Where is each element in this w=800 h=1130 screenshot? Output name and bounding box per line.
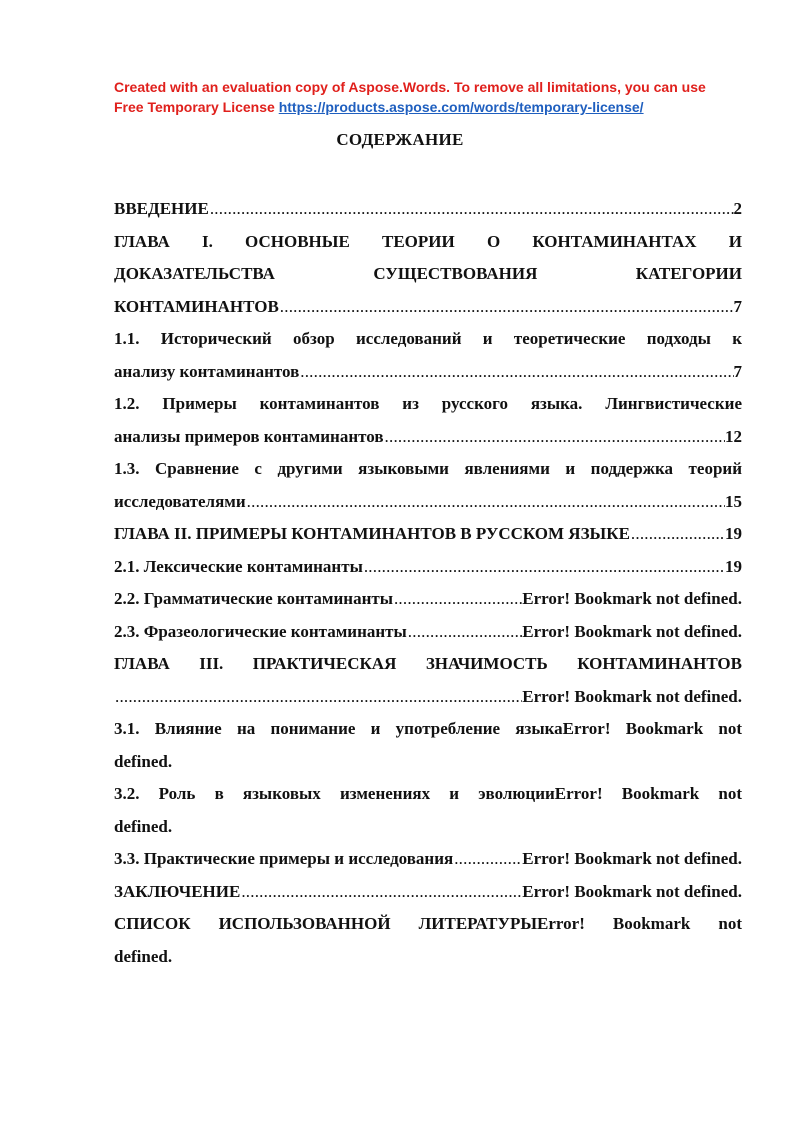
- dot-leader: [363, 551, 725, 584]
- toc-page-number: 2: [733, 199, 742, 218]
- toc-entry-section-3-3[interactable]: [114, 843, 742, 876]
- toc-bookmark-error: Error! Bookmark not defined.: [522, 589, 742, 608]
- toc-entry-chapter-3[interactable]: [114, 648, 742, 713]
- toc-entry-chapter-1[interactable]: [114, 226, 742, 324]
- toc-bookmark-error: Error! Bookmark not defined.: [522, 881, 742, 901]
- license-link[interactable]: https://products.aspose.com/words/temporary-license/: [278, 99, 644, 115]
- toc-entry-section-1-3[interactable]: [114, 453, 742, 518]
- toc-entry-text-line: исследователями: [114, 491, 246, 511]
- toc-entry-text-line: 1.1. Исторический обзор исследований и теоретические подходы к: [114, 329, 742, 348]
- toc-entry-section-3-2[interactable]: [114, 778, 742, 843]
- toc-bookmark-error: Error! Bookmark not defined.: [522, 621, 742, 641]
- toc-entry-text-line: ГЛАВА I. ОСНОВНЫЕ ТЕОРИИ О КОНТАМИНАНТАХ И: [114, 231, 742, 251]
- dot-leader: [299, 356, 733, 389]
- toc-entry-text-line: СПИСОК ИСПОЛЬЗОВАННОЙ ЛИТЕРАТУРЫError! Bookmark not: [114, 914, 742, 933]
- watermark-license-text: Free Temporary License: [114, 99, 279, 115]
- toc-entry-text-line: 1.3. Сравнение с другими языковыми явлениями и поддержка теорий: [114, 459, 742, 478]
- toc-entry-text-line: КОНТАМИНАНТОВ: [114, 296, 279, 316]
- toc-entry-section-2-3[interactable]: [114, 616, 742, 649]
- toc-bookmark-error: Error! Bookmark not defined.: [522, 849, 742, 868]
- toc-entry-text-line: 3.1. Влияние на понимание и употребление языкаError! Bookmark not: [114, 719, 742, 738]
- toc-entry-text-line: 3.2. Роль в языковых изменениях и эволюцииError! Bookmark not: [114, 784, 742, 803]
- toc-entry-text: 2.1. Лексические контаминанты: [114, 556, 363, 576]
- toc-entry-text-line: анализы примеров контаминантов: [114, 426, 384, 446]
- dot-leader: [240, 876, 522, 909]
- toc-entry-section-1-1[interactable]: [114, 323, 742, 388]
- toc-page-number: 12: [725, 426, 742, 446]
- toc-entry-text: 3.3. Практические примеры и исследования: [114, 849, 454, 868]
- toc-entry-references[interactable]: [114, 908, 742, 973]
- toc-entry-section-2-2[interactable]: [114, 583, 742, 616]
- toc-entry-text: ВВЕДЕНИЕ: [114, 199, 209, 218]
- toc-page-number: 7: [733, 296, 742, 316]
- toc-entry-text: 2.2. Грамматические контаминанты: [114, 589, 393, 608]
- toc-entry-text-line: ГЛАВА III. ПРАКТИЧЕСКАЯ ЗНАЧИМОСТЬ КОНТАМИНАНТОВ: [114, 654, 742, 673]
- dot-leader: [209, 193, 734, 226]
- dot-leader: [279, 291, 734, 324]
- toc-entry-section-1-2[interactable]: [114, 388, 742, 453]
- toc-entry-text-line: 1.2. Примеры контаминантов из русского языка. Лингвистические: [114, 394, 742, 413]
- toc-entry-text-line: defined.: [114, 751, 173, 771]
- toc-entry-text: ГЛАВА II. ПРИМЕРЫ КОНТАМИНАНТОВ В РУССКОМ ЯЗЫКЕ: [114, 524, 630, 543]
- toc-entry-section-3-1[interactable]: [114, 713, 742, 778]
- toc-page-number: 19: [725, 556, 742, 576]
- toc-entry-text-line: defined.: [114, 946, 173, 966]
- toc-entry-text: ЗАКЛЮЧЕНИЕ: [114, 881, 241, 901]
- dot-leader: [630, 518, 725, 551]
- dot-leader: [114, 681, 522, 714]
- toc-entry-intro[interactable]: [114, 193, 742, 226]
- table-of-contents: [114, 193, 742, 973]
- toc-entry-conclusion[interactable]: [114, 876, 742, 909]
- toc-page-number: 7: [733, 361, 742, 381]
- watermark-line-2: [114, 97, 754, 117]
- dot-leader: [393, 583, 522, 616]
- toc-entry-text-line: анализу контаминантов: [114, 361, 300, 381]
- watermark-line-1: Created with an evaluation copy of Aspose.Words. To remove all limitations, you can use: [114, 79, 706, 95]
- toc-bookmark-error: Error! Bookmark not defined.: [522, 686, 742, 706]
- toc-entry-text-line: defined.: [114, 816, 173, 836]
- dot-leader: [384, 421, 725, 454]
- toc-entry-section-2-1[interactable]: [114, 551, 742, 584]
- toc-entry-text: 2.3. Фразеологические контаминанты: [114, 621, 407, 641]
- toc-title: СОДЕРЖАНИЕ: [336, 130, 464, 149]
- toc-page-number: 19: [725, 524, 742, 543]
- dot-leader: [407, 616, 522, 649]
- dot-leader: [246, 486, 725, 519]
- toc-entry-chapter-2[interactable]: [114, 518, 742, 551]
- toc-page-number: 15: [725, 491, 742, 511]
- dot-leader: [453, 843, 522, 876]
- evaluation-watermark: [114, 77, 754, 117]
- toc-entry-text-line: ДОКАЗАТЕЛЬСТВА СУЩЕСТВОВАНИЯ КАТЕГОРИИ: [114, 264, 742, 283]
